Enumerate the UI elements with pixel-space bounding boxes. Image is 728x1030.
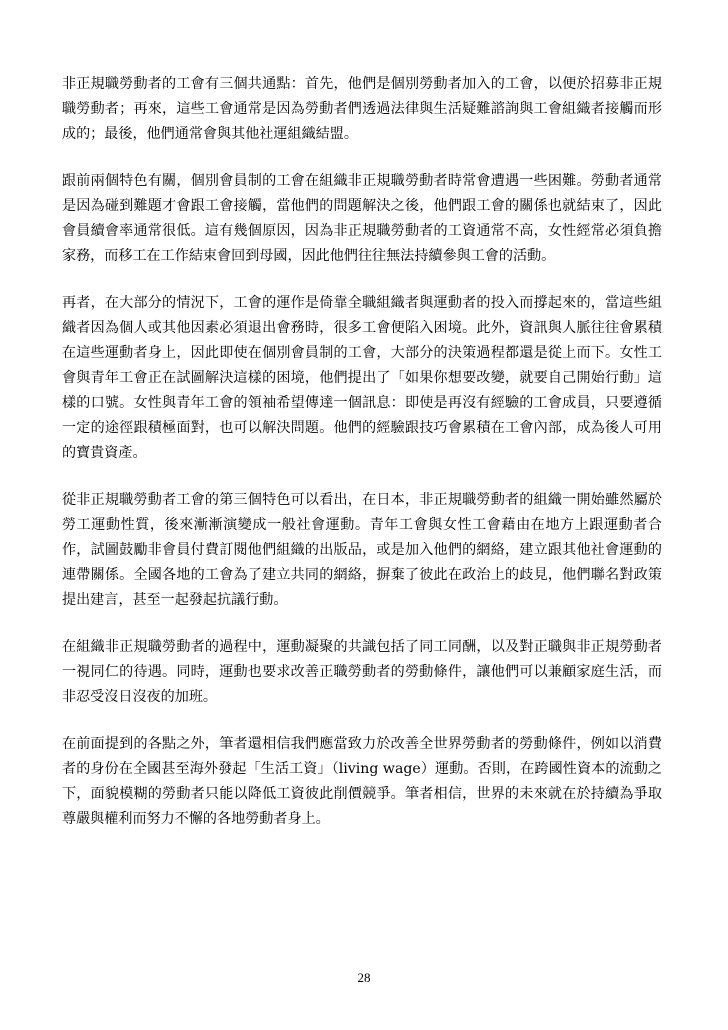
paragraph-2: 跟前兩個特色有關，個別會員制的工會在組織非正規職勞動者時常會遭遇一些困難。勞動者通常是因為碰到難題才會跟工會接觸，當他們的問題解決之後，他們跟工會的關係也就結束了，因此會員續會率通常很低。這有幾個原因，因為非正規職勞動者的工資通常不高，女性經常必須負擔家務，而移工在工作結束會回到母國，因此他們往往無法持續參與工會的活動。 xyxy=(62,173,662,264)
paragraph-6: 在前面提到的各點之外，筆者還相信我們應當致力於改善全世界勞動者的勞動條件，例如以消費者的身份在全國甚至海外發起「生活工資」（living wage）運動。否則，在跨國性資本的流動之下，面貌模糊的勞動者只能以降低工資彼此削價競爭。筆者相信，世界的未來就在於持續為爭取尊嚴與權利而努力不懈的各地勞動者身上。 xyxy=(62,736,662,827)
paragraph-1: 非正規職勞動者的工會有三個共通點：首先，他們是個別勞動者加入的工會，以便於招募非正規職勞動者；再來，這些工會通常是因為勞動者們透過法律與生活疑難諮詢與工會組織者接觸而形成的；最後，他們通常會與其他社運組織結盟。 xyxy=(62,76,662,142)
page-number: 28 xyxy=(357,970,371,985)
paragraph-5: 在組織非正規職勞動者的過程中，運動凝聚的共識包括了同工同酬，以及對正職與非正規勞動者一視同仁的待遇。同時，運動也要求改善正職勞動者的勞動條件，讓他們可以兼顧家庭生活，而非忍受沒日沒夜的加班。 xyxy=(62,639,662,705)
paragraph-3: 再者，在大部分的情況下，工會的運作是倚靠全職組織者與運動者的投入而撐起來的，當這些組織者因為個人或其他因素必須退出會務時，很多工會便陷入困境。此外，資訊與人脈往往會累積在這些運動者身上，因此即使在個別會員制的工會，大部分的決策過程都還是從上而下。女性工會與青年工會正在試圖解決這樣的困境，他們提出了「如果你想要改變，就要自己開始行動」這樣的口號。女性與青年工會的領袖希望傳達一個訊息：即使是再沒有經驗的工會成員，只要遵循一定的途徑跟積極面對，也可以解決問題。他們的經驗跟技巧會累積在工會內部，成為後人可用的寶貴資產。 xyxy=(62,295,662,461)
body-text xyxy=(62,72,662,854)
paragraph-4: 從非正規職勞動者工會的第三個特色可以看出，在日本，非正規職勞動者的組織一開始雖然屬於勞工運動性質，後來漸漸演變成一般社會運動。青年工會與女性工會藉由在地方上跟運動者合作，試圖鼓勵非會員付費訂閱他們組織的出版品，或是加入他們的網絡，建立跟其他社會運動的連帶關係。全國各地的工會為了建立共同的網絡，摒棄了彼此在政治上的歧見，他們聯名對政策提出建言，甚至一起發起抗議行動。 xyxy=(62,492,662,608)
